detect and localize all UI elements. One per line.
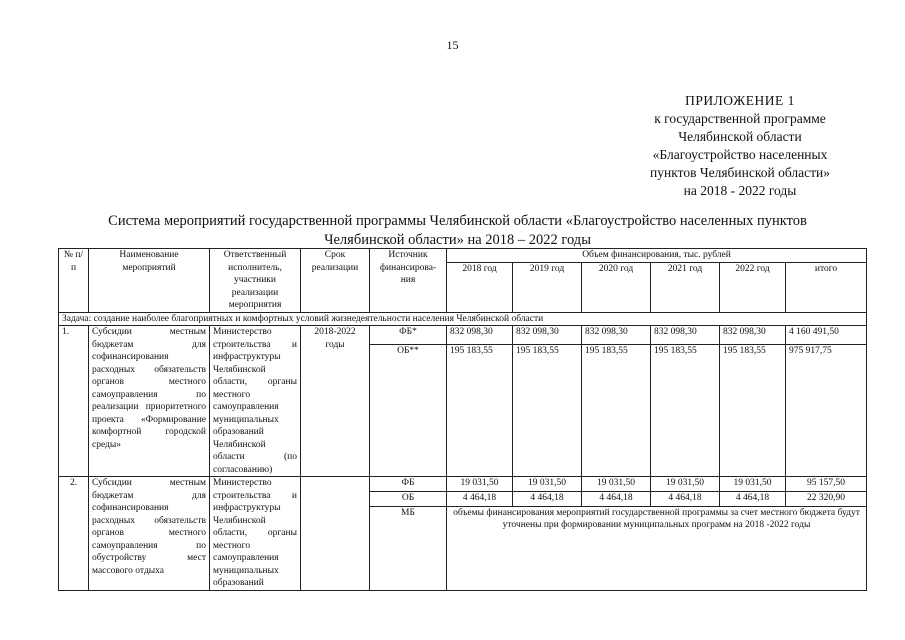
header-year: 2020 год <box>582 262 651 312</box>
funding-value: 4 464,18 <box>651 491 720 506</box>
appendix-header <box>600 92 880 200</box>
header-executor: Ответственный исполнитель, участники реализации мероприятия <box>210 249 301 313</box>
funding-total: 4 160 491,50 <box>786 326 867 345</box>
funding-value: 4 464,18 <box>513 491 582 506</box>
funding-source: ОБ <box>370 491 447 506</box>
appendix-line: пунктов Челябинской области» <box>650 165 830 180</box>
funding-value: 832 098,30 <box>651 326 720 345</box>
funding-total: 22 320,90 <box>786 491 867 506</box>
appendix-title: ПРИЛОЖЕНИЕ 1 <box>685 93 795 108</box>
task-row <box>59 312 867 326</box>
header-num: № п/п <box>59 249 89 313</box>
funding-source: ФБ <box>370 477 447 492</box>
measure-term: 2018-2022 годы <box>301 326 370 477</box>
row-num: 1. <box>59 326 89 477</box>
header-year: 2018 год <box>447 262 513 312</box>
funding-value: 4 464,18 <box>582 491 651 506</box>
document-title-line: Система мероприятий государственной программы Челябинской области «Благоустройство населенных пунктов <box>108 213 807 229</box>
table-row <box>59 326 867 345</box>
header-source: Источник финансирова- ния <box>370 249 447 313</box>
appendix-line: к государственной программе <box>654 111 826 126</box>
funding-value: 19 031,50 <box>651 477 720 492</box>
funding-source: ФБ* <box>370 326 447 345</box>
funding-value: 19 031,50 <box>447 477 513 492</box>
document-title <box>60 212 855 250</box>
measure-name: Субсидии местным бюджетам для софинансирования расходных обязательств органов местного самоуправления по обустройству мест массового отдыха <box>89 477 210 591</box>
header-year: 2019 год <box>513 262 582 312</box>
measure-term <box>301 477 370 591</box>
funding-total: 95 157,50 <box>786 477 867 492</box>
funding-value: 195 183,55 <box>582 345 651 477</box>
funding-total: 975 917,75 <box>786 345 867 477</box>
funding-value: 832 098,30 <box>447 326 513 345</box>
header-name: Наименование мероприятий <box>89 249 210 313</box>
funding-value: 832 098,30 <box>720 326 786 345</box>
funding-source: ОБ** <box>370 345 447 477</box>
table-header-row <box>59 249 867 263</box>
funding-value: 832 098,30 <box>582 326 651 345</box>
measures-table <box>58 248 867 591</box>
funding-value: 195 183,55 <box>447 345 513 477</box>
measure-name: Субсидии местным бюджетам для софинансирования расходных обязательств органов местного самоуправления по реализации приоритетного проекта «Формирование комфортной городской среды» <box>89 326 210 477</box>
appendix-line: «Благоустройство населенных <box>652 147 828 162</box>
funding-value: 19 031,50 <box>582 477 651 492</box>
funding-value: 195 183,55 <box>651 345 720 477</box>
table-row <box>59 477 867 492</box>
measure-executor: Министерство строительства и инфраструктуры Челябинской области, органы местного самоуправления муниципальных образований <box>210 477 301 591</box>
funding-source: МБ <box>370 506 447 590</box>
appendix-line: Челябинской области <box>678 129 802 144</box>
header-term: Срок реализации <box>301 249 370 313</box>
header-year: 2022 год <box>720 262 786 312</box>
funding-value: 19 031,50 <box>513 477 582 492</box>
page-number: 15 <box>446 38 459 52</box>
funding-value: 195 183,55 <box>513 345 582 477</box>
mb-funding-note: объемы финансирования мероприятий государственной программы за счет местного бюджета будут уточнены при формировании муниципальных программ на 2018 -2022 годы <box>447 506 867 590</box>
header-year: 2021 год <box>651 262 720 312</box>
funding-value: 19 031,50 <box>720 477 786 492</box>
measure-executor: Министерство строительства и инфраструктуры Челябинской области, органы местного самоуправления муниципальных образований Челябинской области (по согласованию) <box>210 326 301 477</box>
appendix-line: на 2018 - 2022 годы <box>683 183 797 198</box>
funding-value: 832 098,30 <box>513 326 582 345</box>
funding-value: 4 464,18 <box>720 491 786 506</box>
row-num: 2. <box>59 477 89 591</box>
header-total: итого <box>786 262 867 312</box>
task-text: Задача: создание наиболее благоприятных и комфортных условий жизнедеятельности населения Челябинской области <box>59 312 867 326</box>
header-funding-group: Объем финансирования, тыс. рублей <box>447 249 867 263</box>
funding-value: 4 464,18 <box>447 491 513 506</box>
funding-value: 195 183,55 <box>720 345 786 477</box>
document-title-line: Челябинской области» на 2018 – 2022 годы <box>324 232 591 248</box>
